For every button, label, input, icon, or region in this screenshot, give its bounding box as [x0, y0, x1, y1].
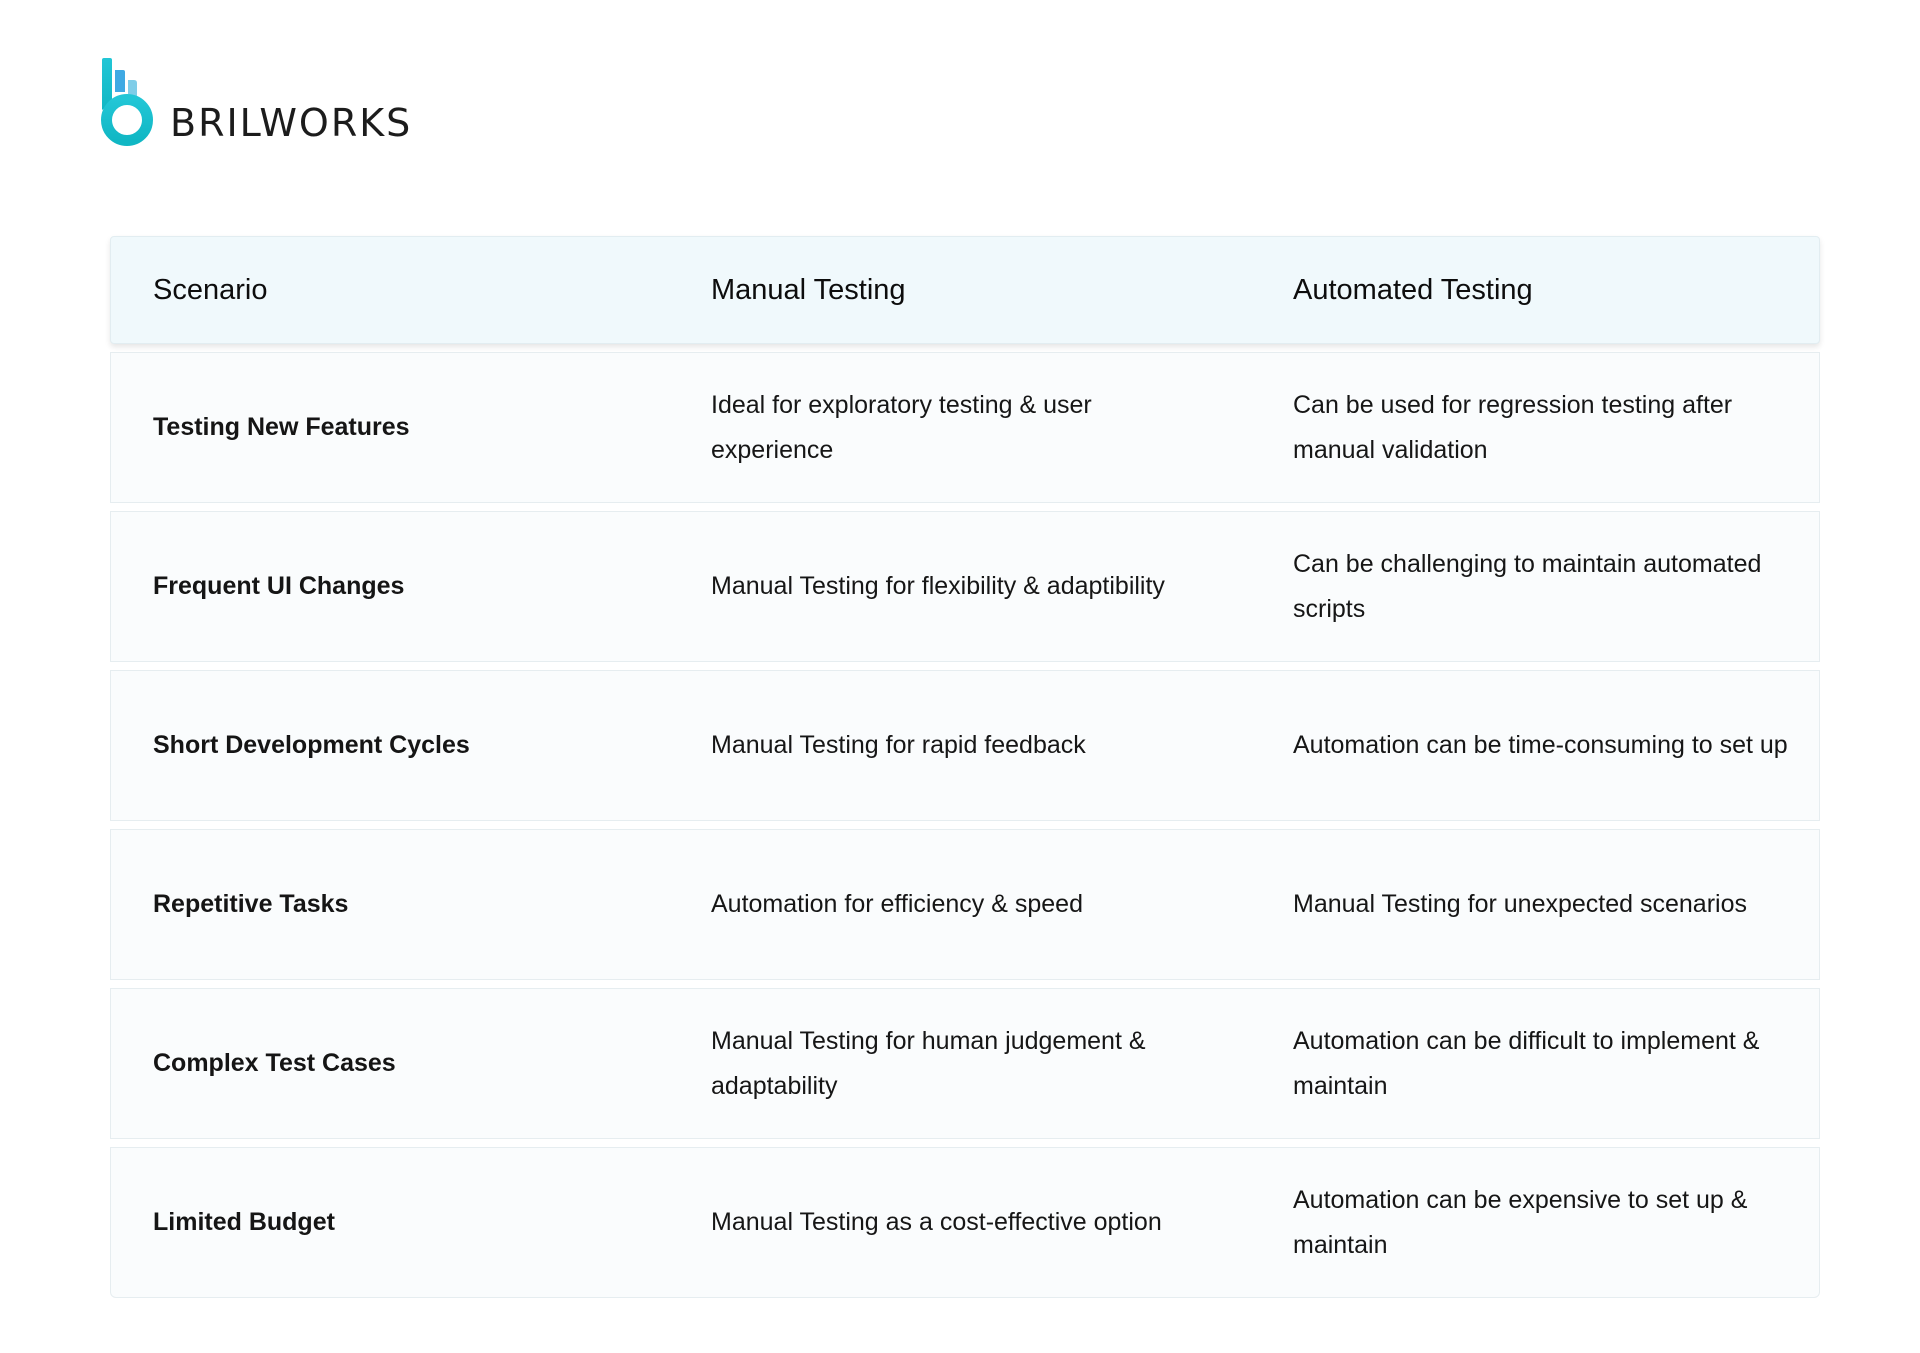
- scenario-cell: Frequent UI Changes: [153, 572, 405, 600]
- automated-cell: [1251, 353, 1821, 502]
- automated-text: Can be used for regression testing after manual validation: [1293, 390, 1733, 464]
- automated-text: Can be challenging to maintain automated scripts: [1293, 549, 1762, 623]
- table-header-row: [110, 236, 1820, 344]
- scenario-cell: Repetitive Tasks: [153, 890, 349, 918]
- automated-cell: [1251, 830, 1821, 979]
- scenario-cell: Limited Budget: [153, 1208, 335, 1236]
- header-scenario: Scenario: [153, 273, 268, 306]
- table-row: [110, 829, 1820, 980]
- brand-name: BRILWORKS: [170, 101, 413, 145]
- manual-text: Manual Testing for rapid feedback: [711, 731, 1086, 759]
- manual-cell: [671, 830, 1251, 979]
- table-row: [110, 670, 1820, 821]
- header-automated-testing: Automated Testing: [1293, 273, 1533, 306]
- manual-text: Manual Testing as a cost-effective option: [711, 1208, 1162, 1236]
- automated-cell: [1251, 512, 1821, 661]
- manual-cell: [671, 512, 1251, 661]
- automated-text: Automation can be time-consuming to set up: [1293, 731, 1788, 759]
- automated-cell: [1251, 1148, 1821, 1297]
- brilworks-b-icon: [100, 58, 154, 148]
- manual-text: Ideal for exploratory testing & user experience: [711, 390, 1092, 464]
- manual-text: Manual Testing for human judgement & adaptability: [711, 1026, 1146, 1100]
- automated-text: Manual Testing for unexpected scenarios: [1293, 890, 1747, 918]
- manual-cell: [671, 671, 1251, 820]
- automated-text: Automation can be expensive to set up & maintain: [1293, 1185, 1748, 1259]
- table-row: [110, 1147, 1820, 1298]
- brand-logo: [100, 58, 412, 148]
- automated-text: Automation can be difficult to implement & maintain: [1293, 1026, 1760, 1100]
- scenario-cell: Short Development Cycles: [153, 731, 470, 759]
- manual-cell: [671, 1148, 1251, 1297]
- manual-cell: [671, 353, 1251, 502]
- automated-cell: [1251, 989, 1821, 1138]
- table-row: [110, 511, 1820, 662]
- automated-cell: [1251, 671, 1821, 820]
- header-manual-testing: Manual Testing: [711, 273, 906, 306]
- scenario-cell: Complex Test Cases: [153, 1049, 396, 1077]
- table-row: [110, 352, 1820, 503]
- manual-text: Manual Testing for flexibility & adaptibility: [711, 572, 1165, 600]
- comparison-table: [110, 236, 1820, 1298]
- scenario-cell: Testing New Features: [153, 413, 410, 441]
- manual-cell: [671, 989, 1251, 1138]
- manual-text: Automation for efficiency & speed: [711, 890, 1083, 918]
- table-row: [110, 988, 1820, 1139]
